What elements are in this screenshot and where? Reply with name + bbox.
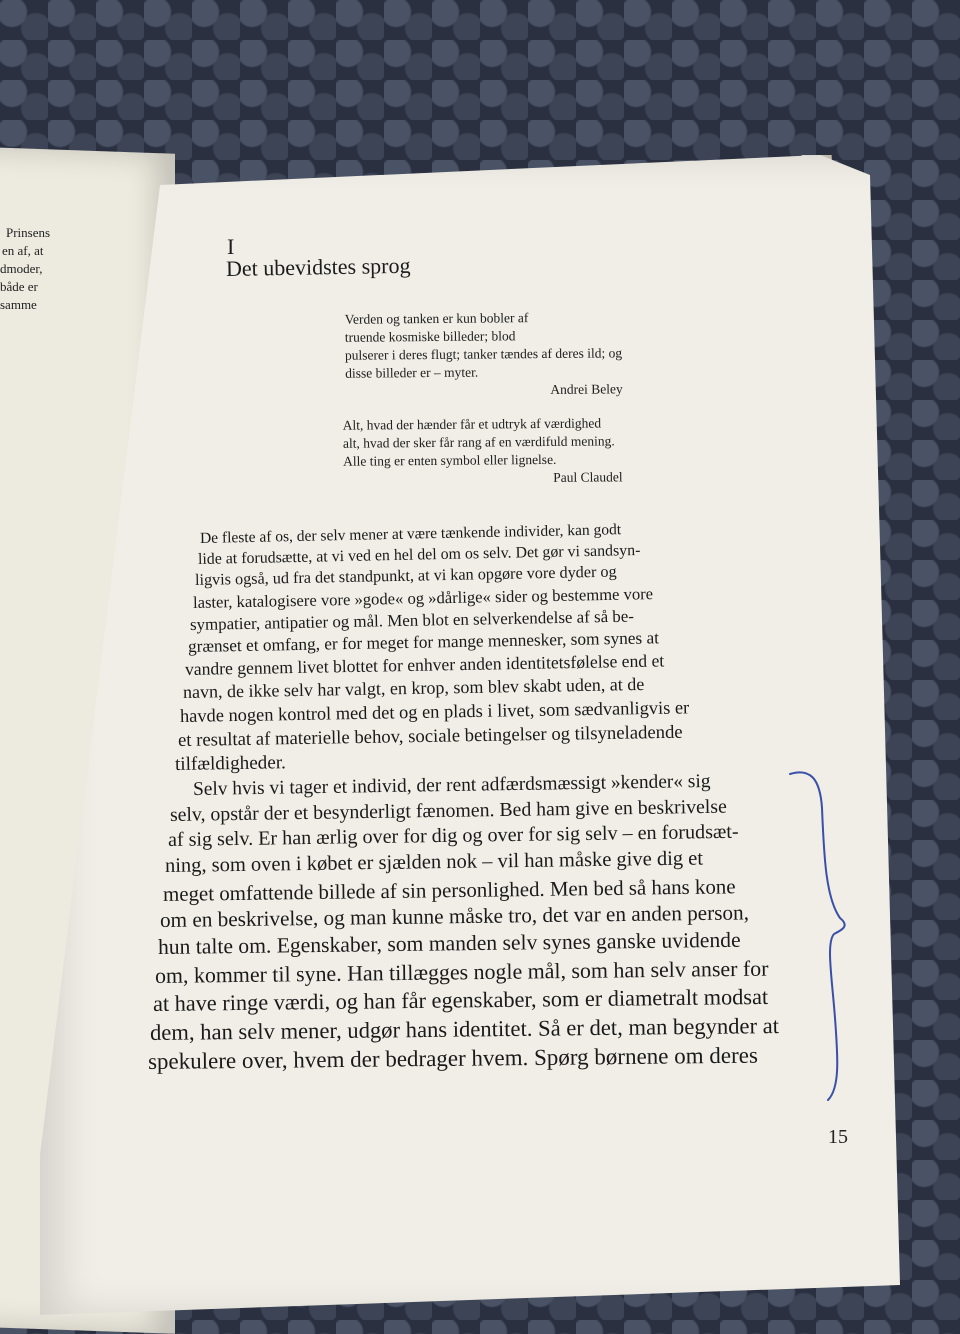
epigraph-line: Verden og tanken er kun bobler af [344, 310, 529, 327]
epigraph-1 [345, 307, 746, 400]
body-line: laster, katalogisere vore »gode« og »dårlige« sider og bestemme vore [192, 584, 654, 612]
left-line: samme [0, 297, 37, 312]
body-line: om en beskrivelse, og man kunne måske tro, det var en anden person, [159, 900, 750, 932]
body-line: af sig selv. Er han ærlig over for dig og over for sig selv – en forudsæt- [167, 820, 739, 851]
page-number: 15 [828, 1126, 848, 1148]
epigraph-line: pulserer i deres flugt; tanker tændes af deres ild; og [344, 345, 623, 363]
body-line: lide at forudsætte, at vi ved en hel del om os selv. Det gør vi sandsyn- [197, 541, 641, 568]
chapter-title: Det ubevidstes sprog [225, 252, 411, 281]
epigraph-line: truende kosmiske billeder; blod [344, 328, 516, 345]
epigraph-line: Alle ting er enten symbol eller lignelse. [343, 451, 557, 469]
epigraph-line: alt, hvad der sker får rang af en værdifuld mening. [342, 433, 615, 451]
body-line: navn, de ikke selv har valgt, en krop, som blev skabt uden, at de [182, 673, 645, 702]
body-line: vandre gennem livet blottet for enhver anden identitetsfølelse end et [184, 650, 665, 679]
body-line: et resultat af materielle behov, sociale betingelser og tilsyneladende [177, 721, 683, 751]
body-line: at have ringe værdi, og han får egenskaber, som er diametralt modsat [152, 983, 769, 1016]
body-line: hun talte om. Egenskaber, som manden selv synes ganske uvidende [157, 927, 741, 959]
body-line: sympatier, antipatier og mål. Men blot en selverkendelse af så be- [189, 606, 635, 634]
body-line: ning, som oven i købet er sjælden nok – vil han måske give dig et [164, 847, 704, 877]
body-line: De fleste af os, der selv mener at være tænkende individer, kan godt [199, 521, 622, 547]
body-line: ligvis også, ud fra det standpunkt, at vi kan opgøre vore dyder og [194, 562, 617, 589]
epigraph-2 [343, 413, 744, 488]
body-line: Selv hvis vi tager et individ, der rent adfærdsmæssigt »kender« sig [192, 770, 711, 800]
body-line: havde nogen kontrol med det og en plads i livet, som sædvanligvis er [179, 697, 690, 726]
body-line: grænset et omfang, er for meget for mange mennesker, som synes at [187, 628, 660, 656]
body-line: dem, han selv mener, udgør hans identitet. Så er det, man begynder at [149, 1013, 780, 1045]
epigraph-line: Alt, hvad der hænder får et udtryk af værdighed [342, 415, 602, 433]
epigraph-line: disse billeder er – myter. [345, 364, 479, 381]
chapter-number: I [227, 234, 235, 259]
body-line: meget omfattende billede af sin personlighed. Men bed så hans kone [162, 874, 736, 906]
pen-bracket-mark [780, 768, 870, 1108]
body-line: spekulere over, hvem der bedrager hvem. Spørg børnene om deres [147, 1042, 758, 1074]
epigraph-author: Paul Claudel [553, 469, 623, 485]
left-line: en af, at [2, 243, 44, 258]
body-line: om, kommer til syne. Han tillægges nogle mål, som han selv anser for [154, 955, 769, 988]
body-line: selv, opstår der et besynderligt fænomen. Bed ham give en beskrivelse [169, 795, 727, 826]
left-line: Prinsens [6, 225, 51, 240]
body-line: tilfældigheder. [174, 752, 286, 775]
epigraph-author: Andrei Beley [550, 381, 623, 397]
left-line: både er [0, 279, 38, 294]
left-line: dmoder, [0, 261, 43, 276]
left-page-text [0, 224, 66, 314]
